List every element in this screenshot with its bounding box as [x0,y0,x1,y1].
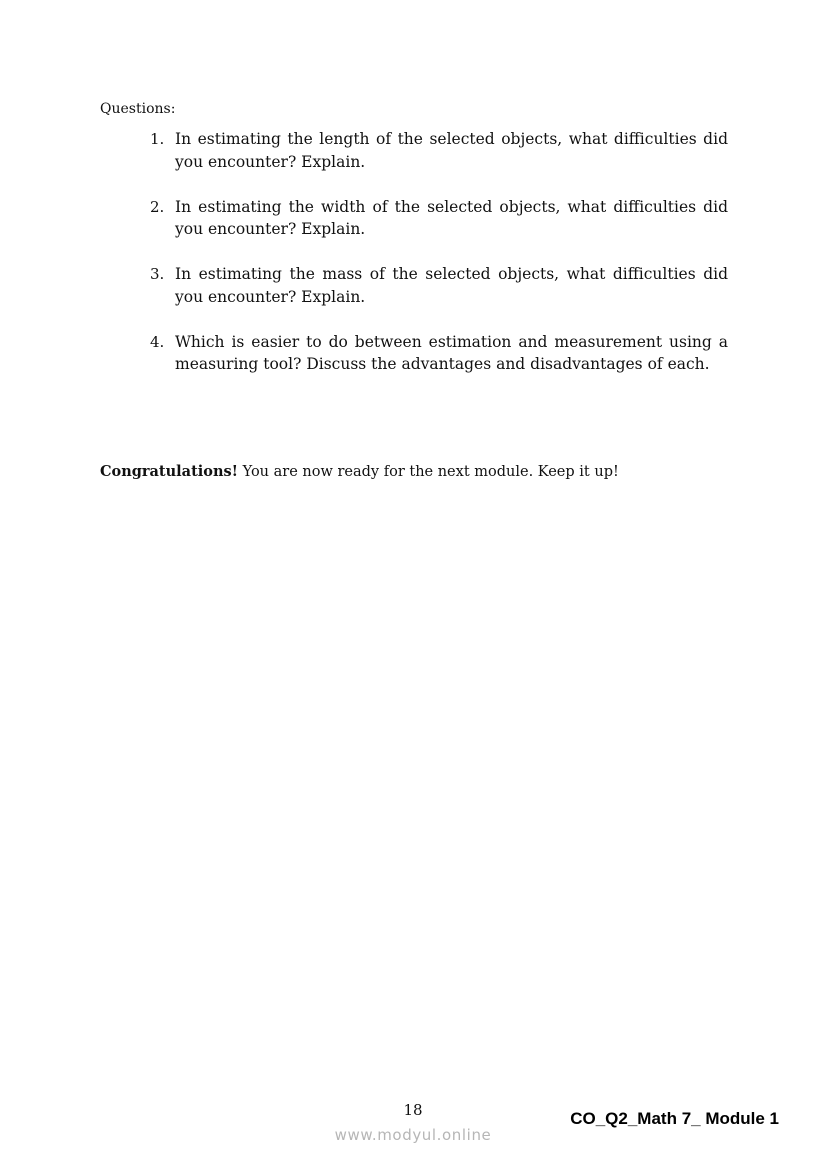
congratulations-label: Congratulations! [100,463,239,480]
question-item [148,263,728,308]
question-text: Which is easier to do between estimation and measurement using a measuring tool? Discuss the advantages and disadvantages of each. [175,332,728,373]
question-text: In estimating the length of the selected objects, what difficulties did you encounter? Explain. [175,130,728,171]
questions-heading: Questions: [100,101,176,117]
module-code: CO_Q2_Math 7_ Module 1 [570,1109,779,1128]
question-number: 4. [150,332,165,351]
page-number: 18 [403,1101,423,1119]
question-item [148,331,728,376]
question-text: In estimating the width of the selected objects, what difficulties did you encounter? Explain. [175,197,728,238]
question-text: In estimating the mass of the selected objects, what difficulties did you encounter? Explain. [175,265,728,306]
question-number: 3. [150,265,165,283]
closing-text: You are now ready for the next module. Keep it up! [242,464,619,480]
question-item [148,196,728,241]
question-number: 2. [150,197,165,216]
watermark: www.modyul.online [334,1126,492,1144]
question-item [148,128,728,173]
question-number: 1. [150,130,165,148]
closing-message [100,462,619,482]
question-list [148,128,728,398]
